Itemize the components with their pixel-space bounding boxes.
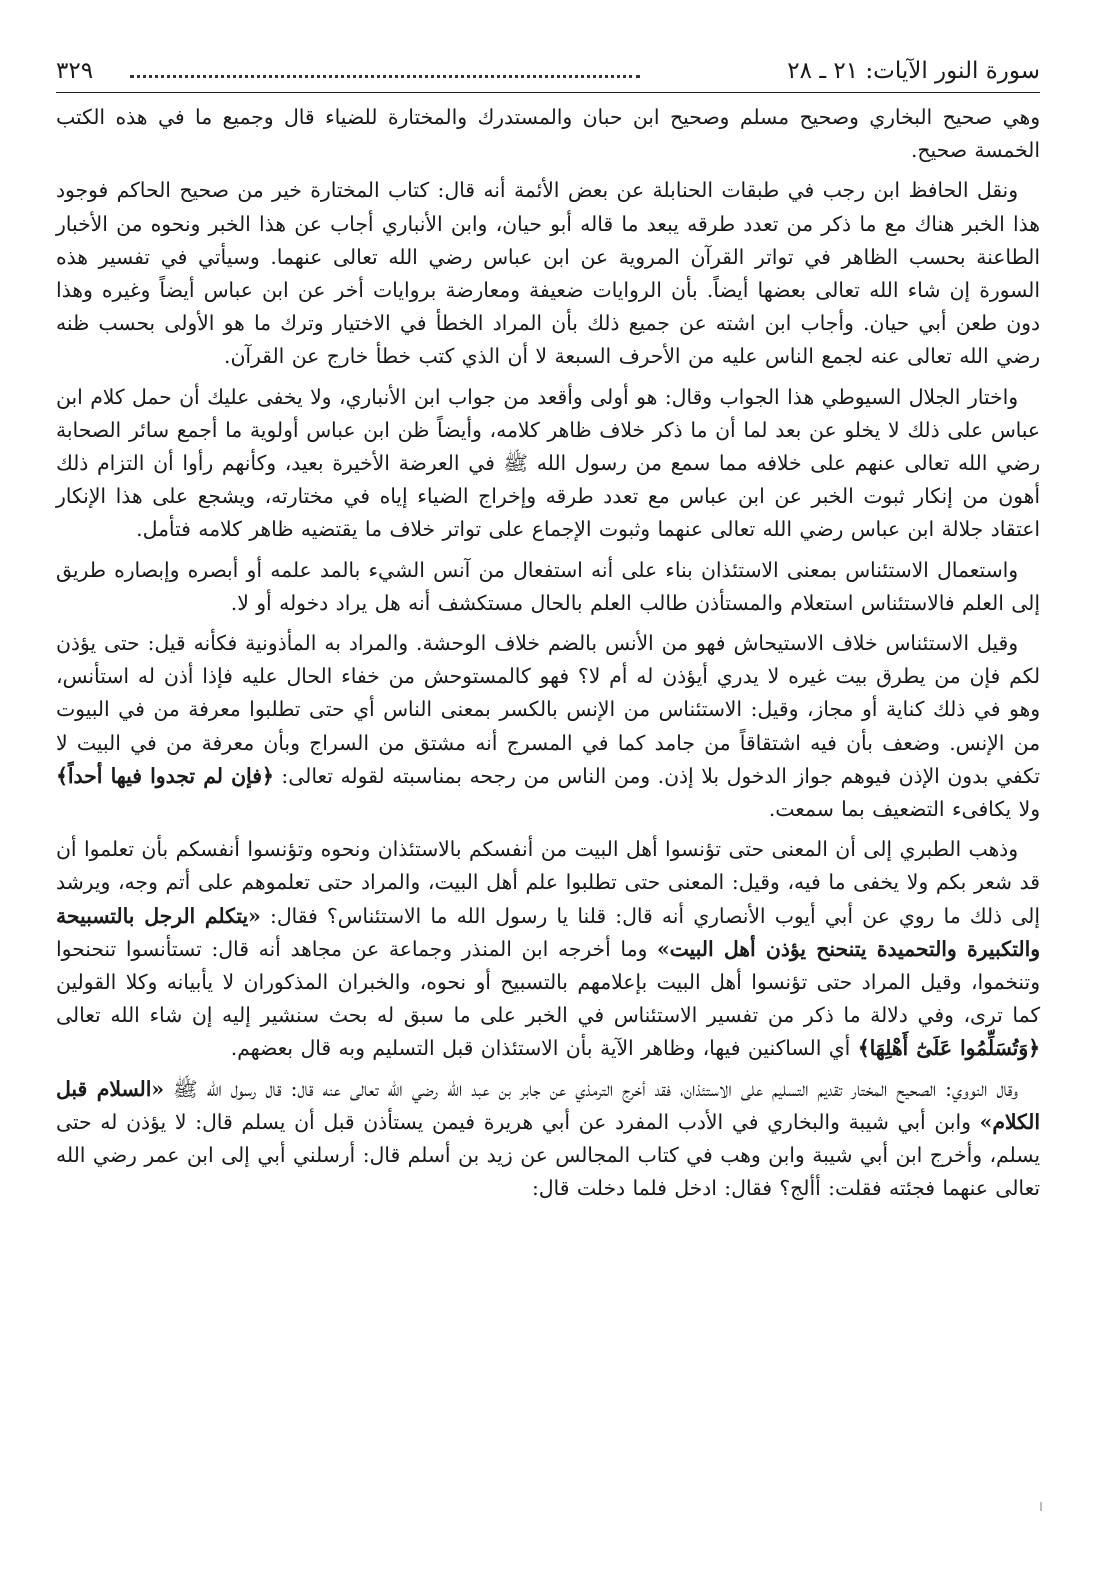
page-body bbox=[56, 101, 1040, 1206]
quoted-text: «يتكلم الرجل بالتسبيحة والتكبيرة والتحميدة يتنحنح يؤذن أهل البيت» bbox=[56, 903, 1041, 961]
quoted-text: ﴿فإن لم تجدوا فيها أحداً﴾ bbox=[56, 763, 274, 788]
page-header bbox=[56, 44, 1040, 93]
paragraph bbox=[56, 627, 1040, 826]
paragraph bbox=[56, 101, 1040, 167]
paragraph-text: وقال النووي: الصحيح المختار تقديم التسليم على الاستئذان، فقد أخرج الترمذي عن جابر بن عبد الله رضي الله تعالى عنه قال: قال رسول الله ﷺ bbox=[164, 1076, 1018, 1101]
page-number: ٣٢٩ bbox=[56, 58, 94, 84]
paragraph bbox=[56, 174, 1040, 373]
paragraph bbox=[56, 833, 1040, 1065]
paragraph bbox=[56, 1073, 1040, 1206]
margin-mark bbox=[1040, 1502, 1042, 1511]
quoted-text: «السلام قبل الكلام» bbox=[56, 1076, 1040, 1134]
paragraph-text: ولا يكافىء التضعيف بما سمعت. bbox=[768, 797, 1040, 822]
paragraph-text: واختار الجلال السيوطي هذا الجواب وقال: هو أولى وأقعد من جواب ابن الأنباري، ولا يخفى عليك أن حمل كلام ابن عباس على ذلك لا يخلو عن بعد لما أن ما ذكر خلاف ظاهر كلامه، وأيضاً ظن ابن عباس أولوية ما أجمع سائر الصحابة رضي الله تعالى عنهم على خلافه مما سمع من رسول الله ﷺ في العرضة الأخيرة بعيد، وكأنهم رأوا أن التزام ذلك أهون من إنكار ثبوت الخبر عن ابن عباس مع تعدد طرقه وإخراج الضياء إياه في مختارته، ويشجع على هذا الإنكار اعتقاد جلالة ابن عباس رضي الله تعالى عنهما وثبوت الإجماع على تواتر خلاف ما يقتضيه ظاهر كلامه فتأمل. bbox=[56, 384, 1040, 542]
header-leader-dots bbox=[130, 75, 640, 78]
paragraph-text: واستعمال الاستئناس بمعنى الاستئذان بناء على أنه استفعال من آنس الشيء بالمد علمه أو أبصره وإبصاره طريق إلى العلم فالاستئناس استعلام والمستأذن طالب العلم بالحال مستكشف أنه هل يراد دخوله أو لا. bbox=[56, 557, 1040, 615]
paragraph-text: وما أخرجه ابن المنذر وجماعة عن مجاهد أنه قال: تستأنسوا تنحنحوا وتنخموا، وقيل المراد حتى تؤنسوا أهل البيت بإعلامهم بالتسبيح أو نحوه، والخبران المذكوران لا يأبيانه وكلا القولين كما ترى، وفي دلالة ما ذكر من تفسير الاستئناس في الخبر على ما سبق له بحث سنشير إليه إن شاء الله تعالى bbox=[56, 936, 1040, 1028]
paragraph-text: وذهب الطبري إلى أن المعنى حتى تؤنسوا أهل البيت من أنفسكم بالاستئذان ونحوه وتؤنسوا أنفسكم بأن تعلموا أن قد شعر بكم ولا يخفى ما فيه، وقيل: المعنى حتى تطلبوا علم أهل البيت، والمراد حتى تعلموهم على أتم وجه، ويرشد إلى ذلك ما روي عن أبي أيوب الأنصاري أنه قال: قلنا يا رسول الله ما الاستئناس؟ فقال: bbox=[56, 837, 1040, 928]
paragraph-text: وابن أبي شيبة والبخاري في الأدب المفرد عن أبي هريرة فيمن يستأذن قبل أن يسلم قال: لا يؤذن له حتى يسلم، وأخرج ابن أبي شيبة وابن وهب في كتاب المجالس عن زيد بن أسلم قال: أرسلني أبي إلى ابن عمر رضي الله تعالى عنهما فجئته فقلت: أألج؟ فقال: ادخل فلما دخلت قال: bbox=[56, 1109, 1040, 1201]
paragraph bbox=[56, 554, 1040, 620]
paragraph-text: وهي صحيح البخاري وصحيح مسلم وصحيح ابن حبان والمستدرك والمختارة للضياء قال وجميع ما في هذه الكتب الخمسة صحيح. bbox=[56, 105, 1040, 163]
paragraph-text: ونقل الحافظ ابن رجب في طبقات الحنابلة عن بعض الأئمة أنه قال: كتاب المختارة خير من صحيح الحاكم فوجود هذا الخبر هناك مع ما ذكر من تعدد طرقه يبعد ما قاله أبو حيان، وابن الأنباري أجاب عن هذا الخبر ونحوه من الأخبار الطاعنة بحسب الظاهر في تواتر القرآن المروية عن ابن عباس رضي الله تعالى عنهما. وسيأتي في تفسير هذه السورة إن شاء الله تعالى بعضها أيضاً. بأن الروايات ضعيفة ومعارضة بروايات أخر عن ابن عباس أيضاً وغيره وهذا دون طعن أبي حيان. وأجاب ابن اشته عن جميع ذلك بأن المراد الخطأ في الاختيار وترك ما هو الأولى بحسب ظنه رضي الله تعالى عنه لجمع الناس عليه من الأحرف السبعة لا أن الذي كتب خطأ خارج عن القرآن. bbox=[56, 178, 1040, 369]
paragraph-text: وقيل الاستئناس خلاف الاستيحاش فهو من الأنس بالضم خلاف الوحشة. والمراد به المأذونية فكأنه قيل: حتى يؤذن لكم فإن من يطرق بيت غيره لا يدري أيؤذن له أم لا؟ فهو كالمستوحش من خفاء الحال عليه فإذا أذن له استأنس، وهو في ذلك كناية أو مجاز، وقيل: الاستئناس من الإنس بالكسر بمعنى الناس أي حتى تطلبوا معرفة من في البيوت من الإنس. وضعف بأن فيه اشتقاقاً من جامد كما في المسرج أنه مشتق من السراج وبأن معرفة من في البيت لا تكفي بدون الإذن فيوهم جواز الدخول بلا إذن. ومن الناس من رجحه بمناسبته لقوله تعالى: bbox=[56, 631, 1041, 788]
surah-title: سورة النور الآيات: ٢١ ـ ٢٨ bbox=[787, 58, 1040, 84]
quoted-text: ﴿وَتُسَلِّمُوا عَلَىٰٓ أَهْلِهَا﴾ bbox=[857, 1036, 1040, 1061]
paragraph-text: أي الساكنين فيها، وظاهر الآية بأن الاستئذان قبل التسليم وبه قال بعضهم. bbox=[230, 1036, 858, 1061]
paragraph bbox=[56, 381, 1040, 547]
